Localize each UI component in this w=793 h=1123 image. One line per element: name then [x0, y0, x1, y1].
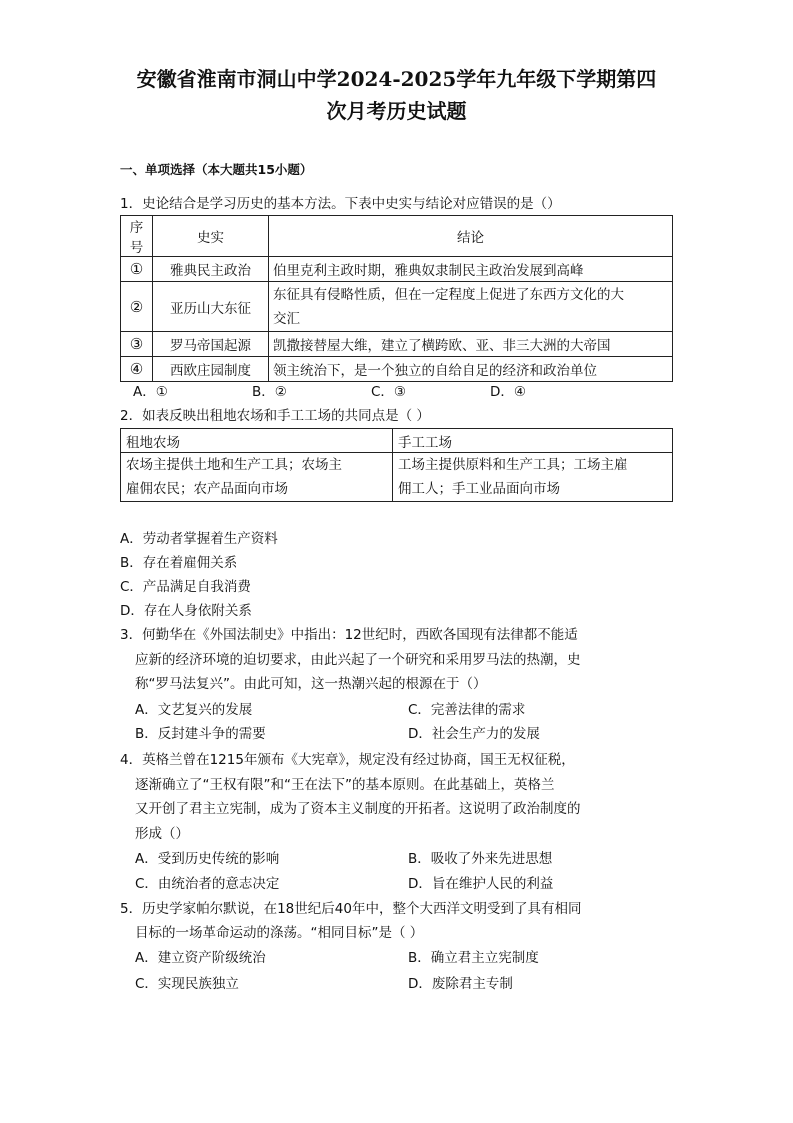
q4-stem-line-1: 4．英格兰曾在1215年颁布《大宪章》，规定没有经过协商，国王无权征税， [120, 752, 575, 768]
q2-option-c: C．产品满足自我消费 [120, 579, 251, 595]
q5-option-c: C．实现民族独立 [135, 976, 239, 992]
table-row [121, 453, 673, 502]
row-conclusion [269, 282, 673, 332]
row-conclusion: 伯里克利主政时期，雅典奴隶制民主政治发展到高峰 [269, 257, 673, 282]
q4-stem-line-3: 又开创了君主立宪制，成为了资本主义制度的开拓者。这说明了政治制度的 [135, 801, 581, 817]
q2-stem: 2．如表反映出租地农场和手工工场的共同点是（ ） [120, 408, 430, 424]
q3-stem-line-1: 3．何勤华在《外国法制史》中指出：12世纪时，西欧各国现有法律都不能适 [120, 627, 578, 643]
q2-option-d: D．存在人身依附关系 [120, 603, 252, 619]
row-fact: 亚历山大东征 [153, 282, 269, 332]
table-row [121, 357, 673, 382]
q1-option-b: B．② [252, 384, 287, 400]
table-row [121, 257, 673, 282]
q5-option-a: A．建立资产阶级统治 [135, 950, 266, 966]
section-heading: 一、单项选择（本大题共15小题） [120, 162, 313, 177]
table-row [121, 282, 673, 332]
q4-stem-line-2: 逐渐确立了“王权有限”和“王在法下”的基本原则。在此基础上，英格兰 [135, 777, 555, 793]
q5-option-b: B．确立君主立宪制度 [408, 950, 539, 966]
q1-option-a: A．① [133, 384, 168, 400]
q2-header-farm: 租地农场 [121, 429, 393, 453]
q2-option-b: B．存在着雇佣关系 [120, 555, 238, 571]
q2-header-workshop: 手工工场 [393, 429, 673, 453]
q1-table [120, 215, 673, 382]
row-number: ④ [121, 357, 153, 382]
row-fact: 西欧庄园制度 [153, 357, 269, 382]
q3-stem-line-2: 应新的经济环境的迫切要求，由此兴起了一个研究和采用罗马法的热潮，史 [135, 652, 581, 668]
q1-header-fact: 史实 [153, 216, 269, 257]
q1-table-header-row [121, 216, 673, 257]
row-conclusion: 领主统治下，是一个独立的自给自足的经济和政治单位 [269, 357, 673, 382]
q2-cell-farm-line-1: 农场主提供土地和生产工具；农场主 [126, 457, 342, 473]
q2-cell-workshop [393, 453, 673, 502]
page-title-line-1: 安徽省淮南市洞山中学2024-2025学年九年级下学期第四 [136, 67, 657, 91]
q1-header-conclusion: 结论 [269, 216, 673, 257]
row-number: ③ [121, 332, 153, 357]
q5-option-d: D．废除君主专制 [408, 976, 513, 992]
q4-option-b: B．吸收了外来先进思想 [408, 851, 553, 867]
q1-header-no: 序号 [121, 216, 153, 257]
q5-stem-line-2: 目标的一场革命运动的涤荡。“相同目标”是（ ） [135, 925, 424, 941]
q2-table-header-row [121, 429, 673, 453]
row-conclusion: 凯撒接替屋大维，建立了横跨欧、亚、非三大洲的大帝国 [269, 332, 673, 357]
table-row [121, 332, 673, 357]
q2-table [120, 428, 673, 502]
q2-cell-farm-line-2: 雇佣农民；农产品面向市场 [126, 481, 288, 497]
row-number: ① [121, 257, 153, 282]
q2-option-a: A．劳动者掌握着生产资料 [120, 531, 278, 547]
q5-stem-line-1: 5．历史学家帕尔默说，在18世纪后40年中，整个大西洋文明受到了具有相同 [120, 901, 582, 917]
q3-option-b: B．反封建斗争的需要 [135, 726, 266, 742]
row-conclusion-line-2: 交汇 [273, 310, 300, 327]
q4-option-a: A．受到历史传统的影响 [135, 851, 280, 867]
q4-option-d: D．旨在维护人民的利益 [408, 876, 554, 892]
q2-cell-farm [121, 453, 393, 502]
page-title-line-2: 次月考历史试题 [326, 99, 467, 123]
q1-option-c: C．③ [371, 384, 407, 400]
row-conclusion-line-1: 东征具有侵略性质，但在一定程度上促进了东西方文化的大 [273, 286, 624, 303]
row-fact: 雅典民主政治 [153, 257, 269, 282]
row-number: ② [121, 282, 153, 332]
q1-stem: 1．史论结合是学习历史的基本方法。下表中史实与结论对应错误的是（） [120, 196, 561, 212]
q3-option-a: A．文艺复兴的发展 [135, 702, 253, 718]
q3-stem-line-3: 称“罗马法复兴”。由此可知，这一热潮兴起的根源在于（） [135, 676, 487, 692]
row-fact: 罗马帝国起源 [153, 332, 269, 357]
q2-cell-workshop-line-1: 工场主提供原料和生产工具；工场主雇 [398, 457, 628, 473]
q4-stem-line-4: 形成（） [135, 826, 189, 842]
q1-option-d: D．④ [490, 384, 526, 400]
q2-cell-workshop-line-2: 佣工人；手工业品面向市场 [398, 481, 560, 497]
q3-option-d: D．社会生产力的发展 [408, 726, 540, 742]
q3-option-c: C．完善法律的需求 [408, 702, 526, 718]
q4-option-c: C．由统治者的意志决定 [135, 876, 280, 892]
